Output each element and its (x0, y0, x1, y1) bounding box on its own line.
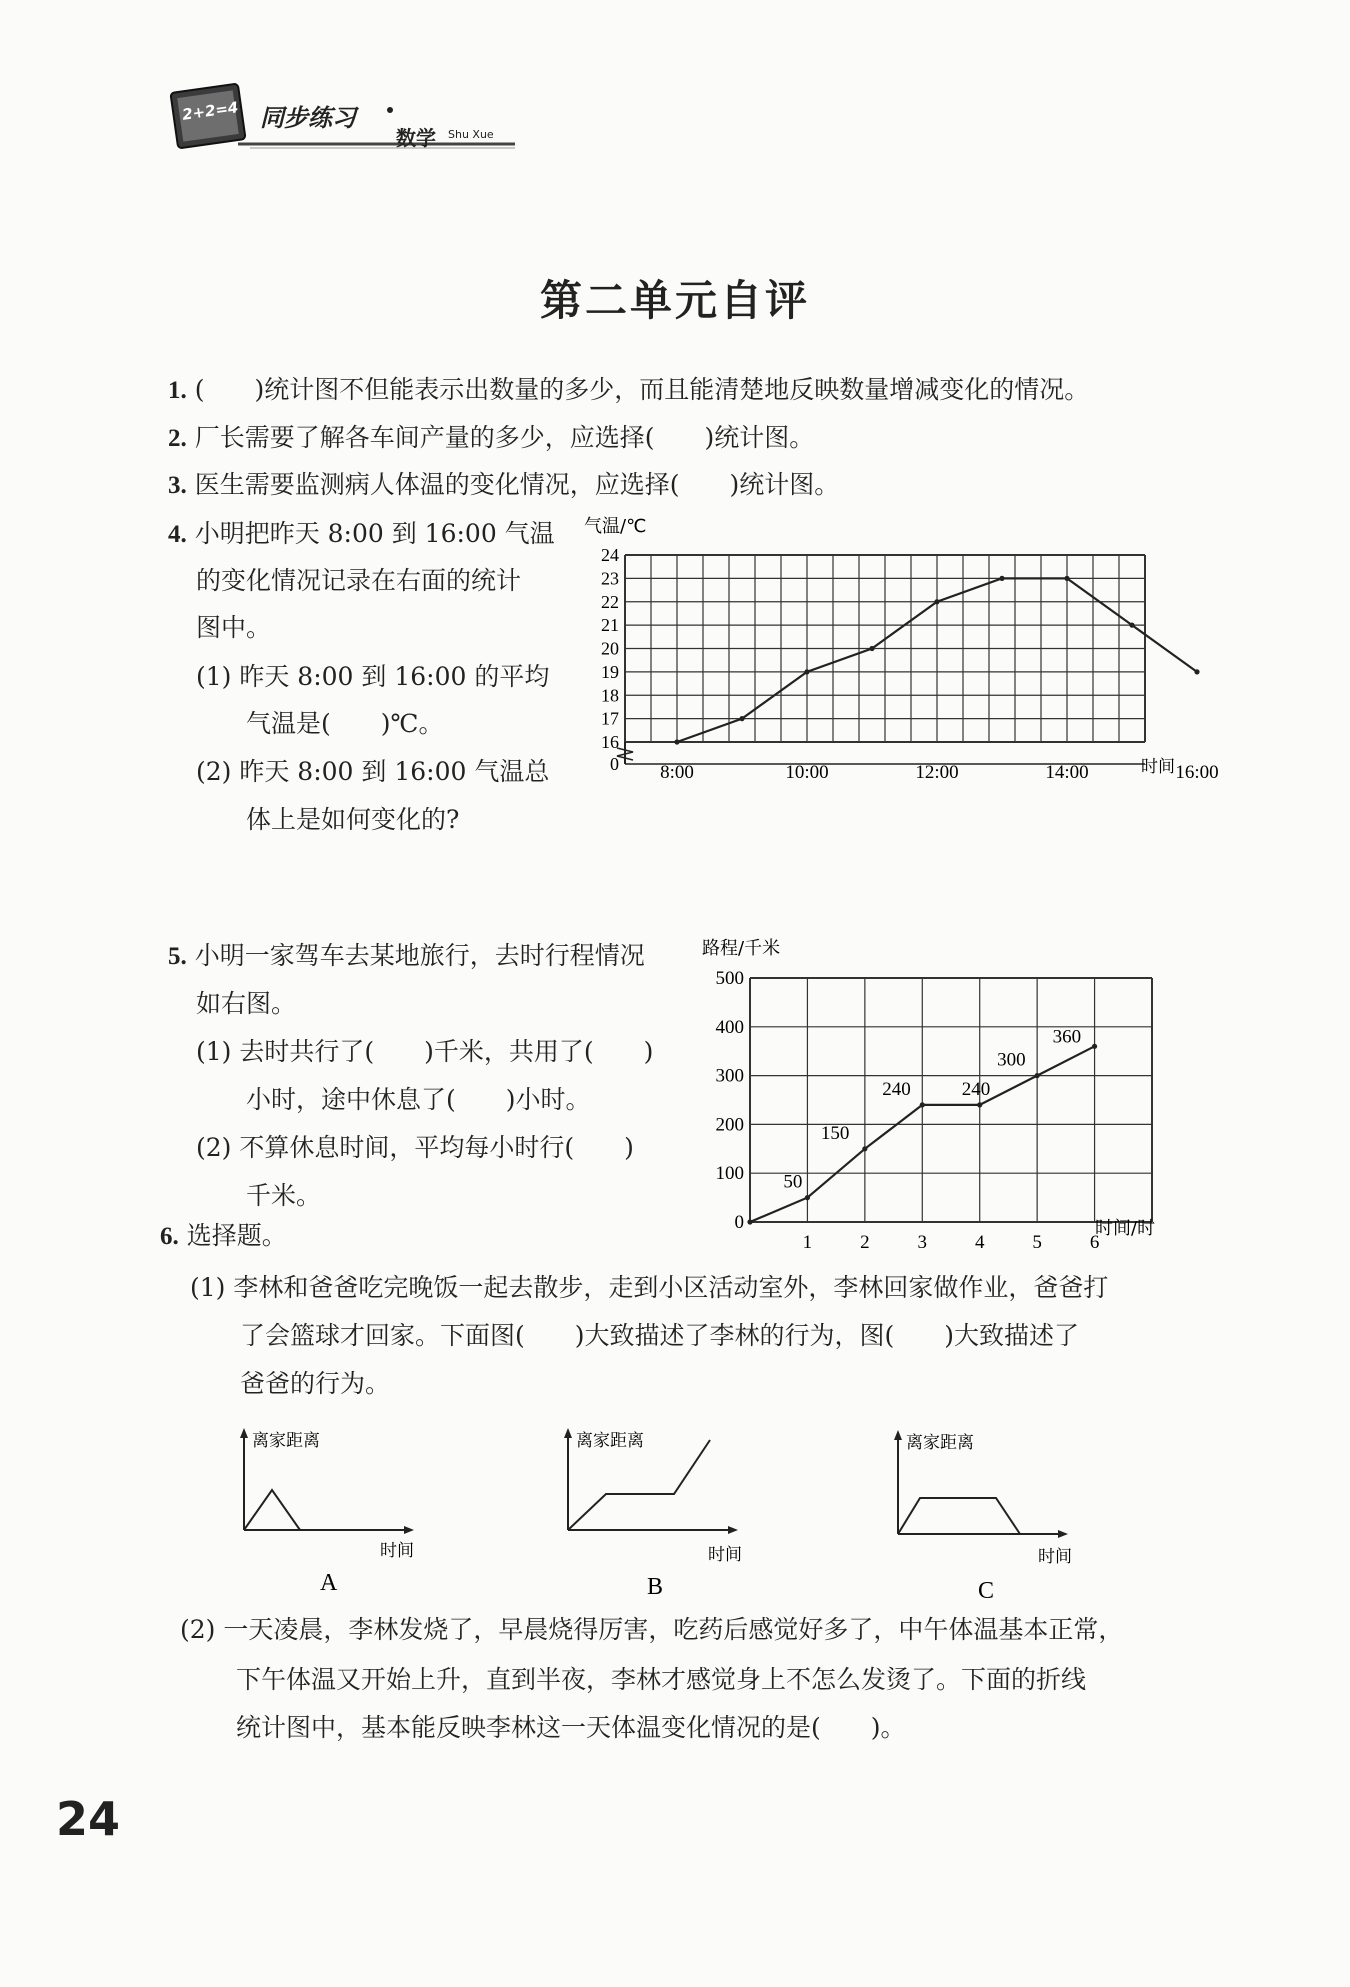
data-point (920, 1102, 925, 1107)
data-point (862, 1146, 867, 1151)
x-tick-label: 2 (860, 1232, 870, 1253)
page-number: 24 (56, 1792, 121, 1846)
subquestion-6-1-cont: 爸爸的行为。 (240, 1369, 391, 1398)
series-label: 同步练习 (260, 104, 356, 132)
subquestion-5-1: (1) 去时共行了( )千米，共用了( ) (196, 1037, 654, 1066)
subquestion-6-2: (2) 一天凌晨，李林发烧了，早晨烧得厉害，吃药后感觉好多了，中午体温基本正常， (180, 1615, 1124, 1644)
temperature-chart (580, 510, 1219, 790)
data-point (934, 599, 939, 604)
question-number: 5. (168, 943, 187, 970)
graph-label-a: A (320, 1570, 338, 1596)
distance-chart (700, 930, 1200, 1260)
y-tick-label: 23 (601, 568, 619, 589)
x-tick-label: 5 (1032, 1232, 1042, 1253)
y-tick-label: 24 (601, 545, 619, 565)
x-tick-label: 4 (974, 1232, 985, 1253)
question-number: 2. (168, 425, 187, 452)
question-5 (168, 940, 645, 973)
y-tick-label: 21 (601, 615, 619, 636)
y-tick-label: 19 (601, 661, 619, 682)
y-tick-label: 0 (610, 754, 619, 774)
question-2 (168, 422, 814, 455)
y-tick-label: 17 (601, 708, 619, 729)
subquestion-4-1-cont: 气温是( )℃。 (246, 709, 444, 738)
question-text: 如右图。 (196, 989, 297, 1018)
data-label: 150 (820, 1122, 850, 1144)
data-point (805, 1195, 810, 1200)
graph-c (894, 1430, 1072, 1604)
x-axis-label: 时间 (1141, 757, 1175, 777)
subquestion-5-1-cont: 小时，途中休息了( )小时。 (246, 1085, 591, 1114)
graph-a (240, 1428, 414, 1596)
data-label: 50 (783, 1171, 803, 1193)
behavior-graphs (230, 1418, 1210, 1608)
y-tick-label: 20 (601, 638, 619, 659)
data-point (747, 1219, 752, 1224)
graph-x-label: 时间 (380, 1541, 414, 1561)
data-point (869, 646, 874, 651)
y-tick-label: 0 (734, 1212, 744, 1233)
chart-grid (617, 555, 1145, 764)
data-point (1064, 576, 1069, 581)
subquestion-6-1-cont: 了会篮球才回家。下面图( )大致描述了李林的行为，图( )大致描述了 (240, 1321, 1080, 1350)
question-6 (160, 1220, 287, 1253)
x-tick-label: 10:00 (785, 762, 829, 783)
question-number: 3. (168, 472, 187, 499)
question-number: 4. (168, 521, 187, 548)
graph-y-label: 离家距离 (576, 1431, 644, 1451)
question-1 (168, 374, 1089, 407)
data-point (1129, 623, 1134, 628)
data-label: 240 (961, 1078, 991, 1100)
data-label: 240 (882, 1078, 911, 1100)
data-point (999, 576, 1004, 581)
board-text: 2+2=4 (181, 98, 240, 124)
y-tick-label: 22 (601, 591, 619, 612)
question-text: 的变化情况记录在右面的统计 (196, 566, 522, 595)
data-point (977, 1102, 982, 1107)
graph-x-label: 时间 (1038, 1547, 1072, 1567)
chart-grid (750, 978, 1152, 1222)
question-text: 厂长需要了解各车间产量的多少，应选择( )统计图。 (194, 423, 815, 452)
subquestion-6-1: (1) 李林和爸爸吃完晚饭一起去散步，走到小区活动室外，李林回家做作业，爸爸打 (190, 1273, 1109, 1302)
question-text: 小明一家驾车去某地旅行，去时行程情况 (194, 941, 645, 970)
y-tick-label: 18 (601, 685, 619, 706)
subquestion-4-1: (1) 昨天 8:00 到 16:00 的平均 (196, 662, 550, 691)
data-point (1194, 669, 1199, 674)
question-text: ( )统计图不但能表示出数量的多少，而且能清楚地反映数量增减变化的情况。 (194, 375, 1090, 404)
subquestion-5-2: (2) 不算休息时间，平均每小时行( ) (196, 1133, 634, 1162)
x-tick-label: 1 (802, 1232, 813, 1253)
graph-x-label: 时间 (708, 1545, 742, 1565)
y-tick-label: 500 (715, 968, 744, 989)
x-tick-label: 12:00 (915, 762, 959, 783)
y-tick-label: 16 (601, 732, 619, 752)
subquestion-5-2-cont: 千米。 (246, 1181, 322, 1210)
subquestion-4-2: (2) 昨天 8:00 到 16:00 气温总 (196, 757, 550, 786)
data-point (1092, 1044, 1097, 1049)
data-point (674, 739, 679, 744)
question-text: 小明把昨天 8:00 到 16:00 气温 (194, 519, 555, 548)
y-axis-label: 路程/千米 (702, 938, 781, 959)
subquestion-6-2-cont: 统计图中，基本能反映李林这一天体温变化情况的是( )。 (236, 1713, 906, 1742)
question-text: 图中。 (196, 613, 272, 642)
y-tick-label: 400 (715, 1016, 744, 1038)
page-title: 第二单元自评 (539, 276, 810, 325)
axis-break (617, 748, 633, 760)
book-header (160, 84, 520, 164)
question-text: 医生需要监测病人体温的变化情况，应选择( )统计图。 (194, 470, 840, 499)
subquestion-4-2-cont: 体上是如何变化的? (246, 805, 460, 834)
y-tick-label: 200 (715, 1114, 744, 1136)
question-text: 选择题。 (186, 1221, 287, 1250)
y-tick-label: 100 (715, 1163, 744, 1185)
x-axis-label: 时间/时 (1095, 1218, 1156, 1239)
y-tick-label: 300 (715, 1065, 744, 1087)
question-4 (168, 518, 555, 551)
data-point (804, 669, 809, 674)
graph-y-label: 离家距离 (252, 1431, 320, 1451)
pinyin-label: Shu Xue (448, 128, 494, 141)
graph-b (564, 1428, 742, 1600)
graph-label-c: C (978, 1578, 995, 1604)
y-axis-label: 气温/℃ (584, 516, 647, 537)
x-tick-label: 8:00 (660, 762, 694, 783)
subject-label: 数学 (396, 126, 436, 150)
graph-label-b: B (647, 1574, 664, 1600)
x-tick-label: 3 (917, 1232, 928, 1253)
question-number: 6. (160, 1223, 179, 1250)
data-label: 300 (997, 1049, 1026, 1071)
x-tick-label: 14:00 (1045, 762, 1089, 783)
x-tick-label: 16:00 (1175, 762, 1219, 783)
data-point (1035, 1073, 1040, 1078)
question-number: 1. (168, 377, 187, 404)
data-point (739, 716, 744, 721)
data-label: 360 (1052, 1026, 1082, 1048)
subquestion-6-2-cont: 下午体温又开始上升，直到半夜，李林才感觉身上不怎么发烫了。下面的折线 (236, 1665, 1087, 1694)
x-tick-label: 6 (1089, 1232, 1100, 1253)
question-3 (168, 469, 839, 502)
graph-y-label: 离家距离 (906, 1433, 974, 1453)
